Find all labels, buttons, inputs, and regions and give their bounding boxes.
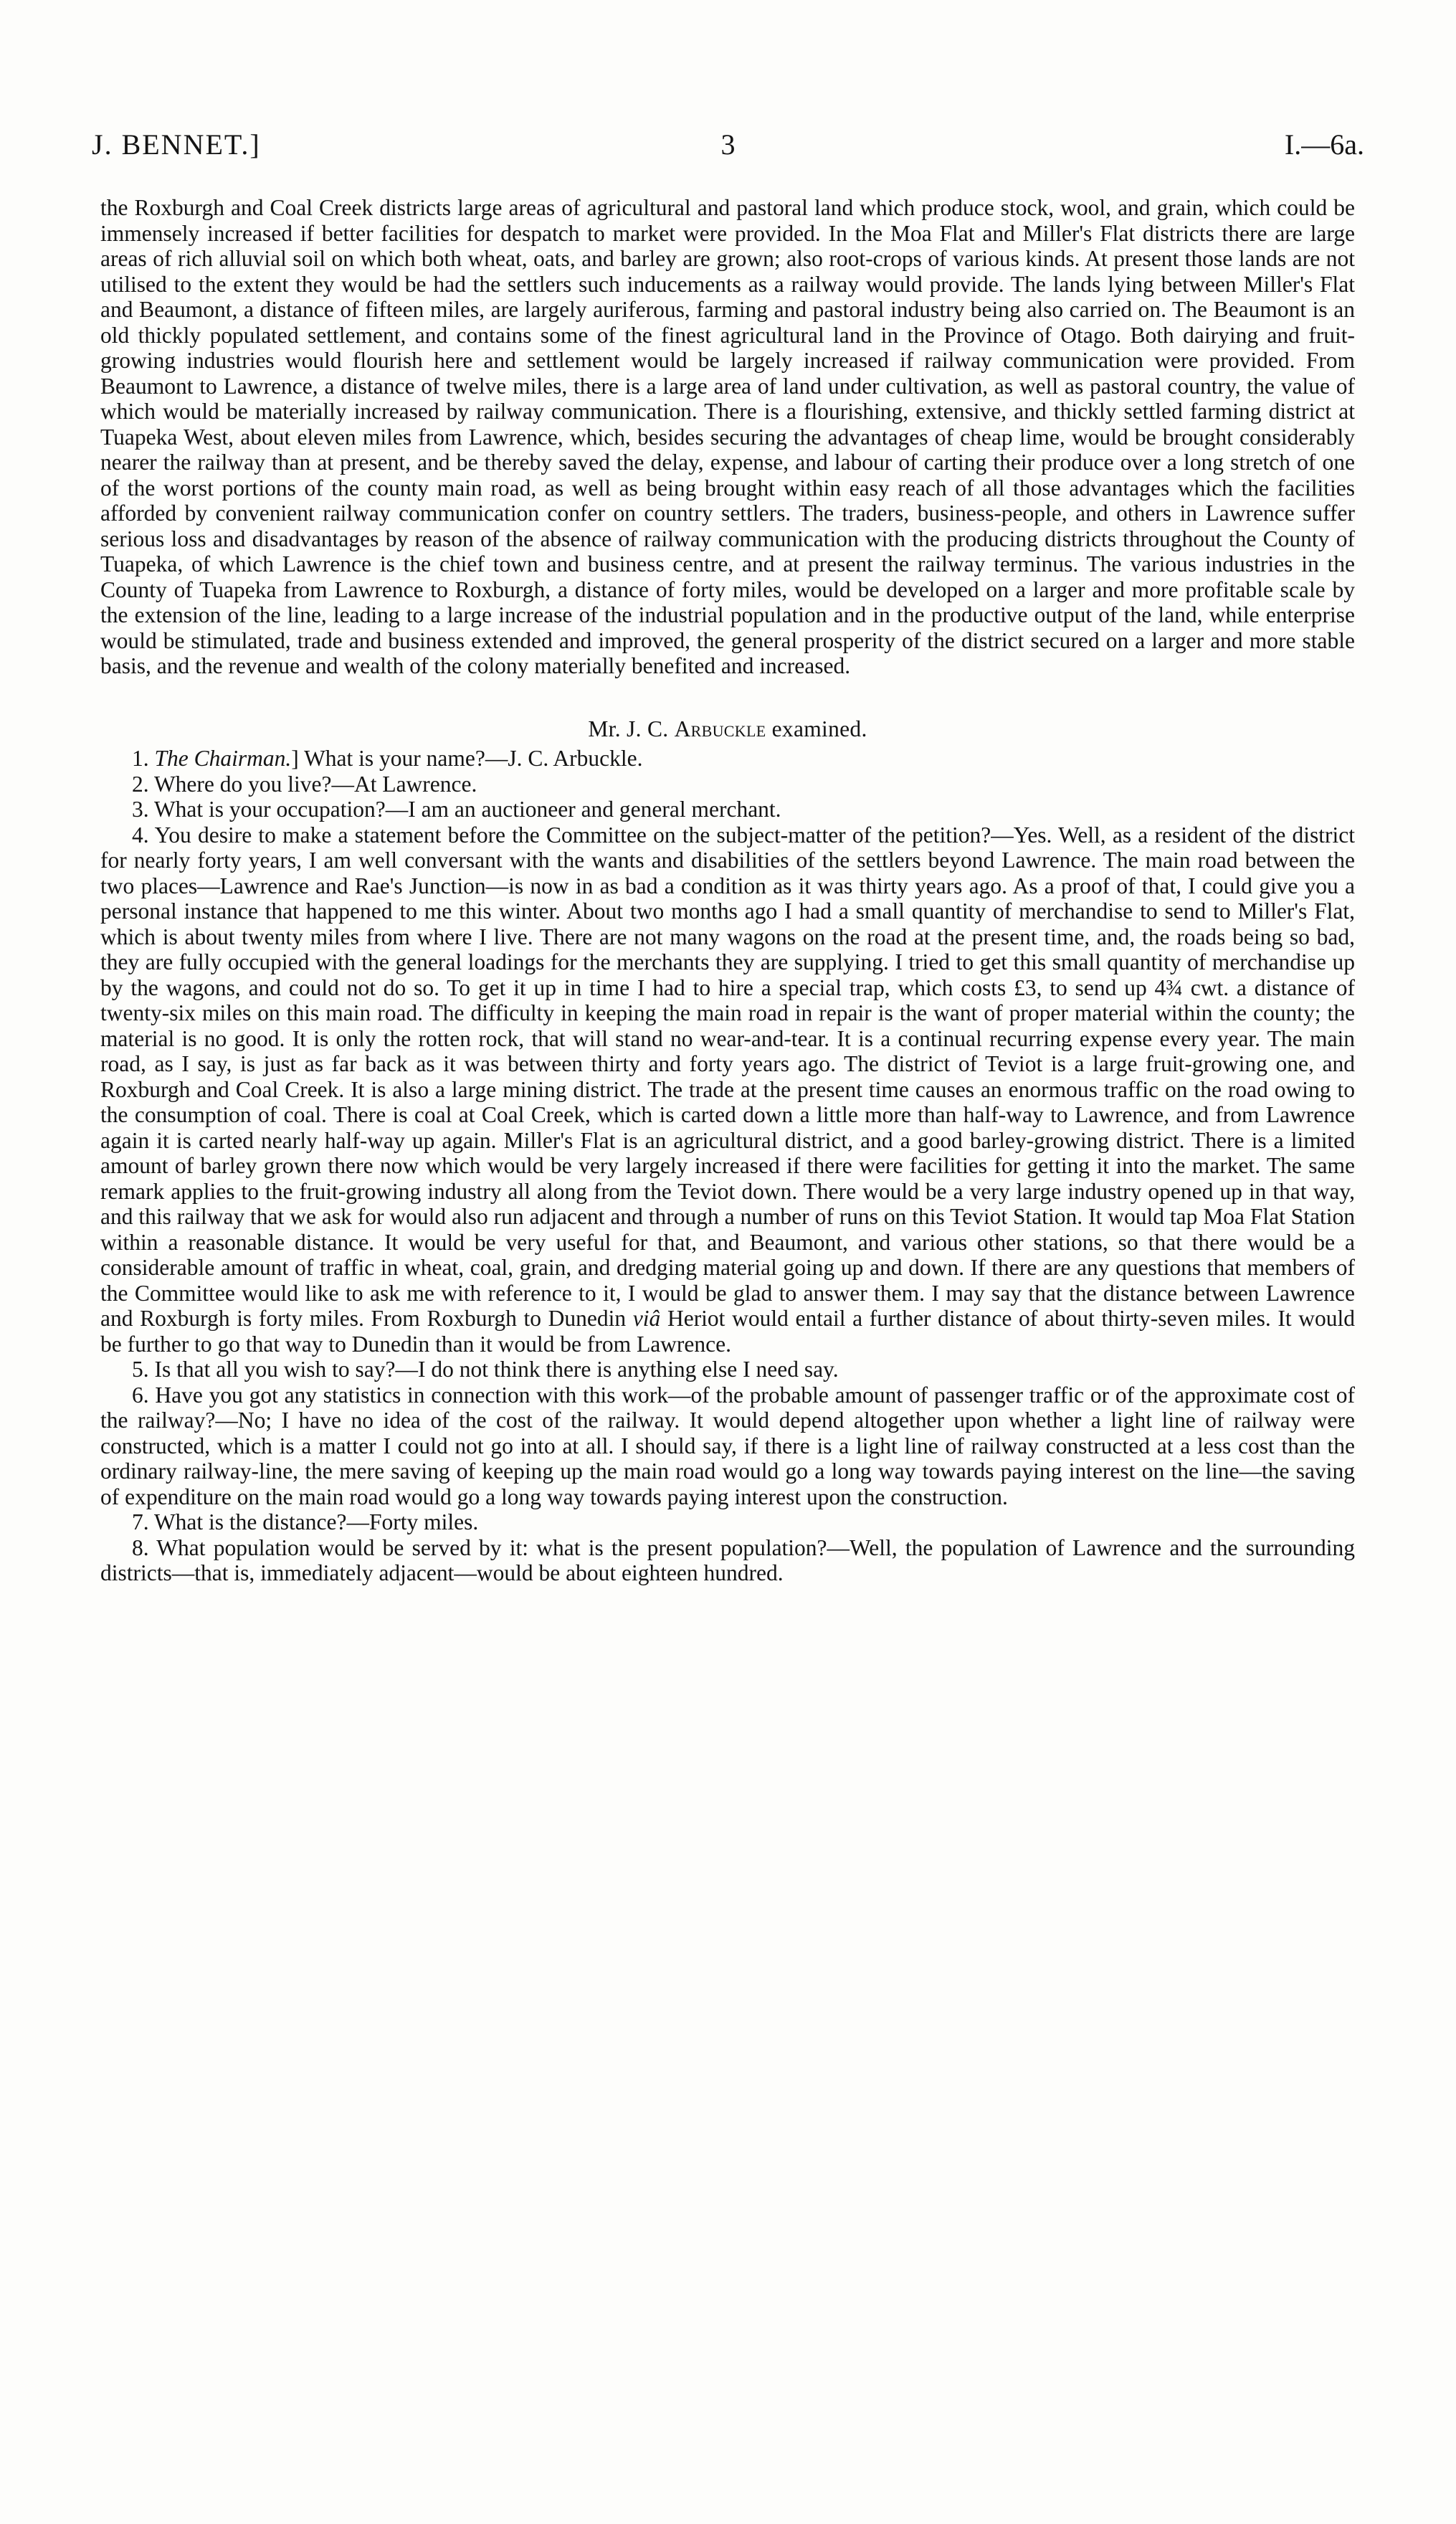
qa-item-5 (100, 1357, 1355, 1382)
qa-item-3 (100, 797, 1355, 822)
qa-item-4 (100, 822, 1355, 1357)
qa-italic-term: viâ (632, 1306, 661, 1331)
page-number: 3 (720, 128, 736, 161)
heading-witness-name: Arbuckle (674, 716, 766, 741)
qa-item-7 (100, 1509, 1355, 1535)
qa-text: ] What is your name?—J. C. Arbuckle. (291, 746, 643, 771)
qa-text: Is that all you wish to say?—I do not think there is anything else I need say. (154, 1357, 839, 1382)
section-heading (100, 716, 1355, 742)
intro-paragraph: the Roxburgh and Coal Creek districts large areas of agricultural and pastoral land which produce stock, wool, and grain, which could be immensely increased if better facilities for despatch to market were provided. In the Moa Flat and Miller's Flat districts there are large areas of rich alluvial soil on which both wheat, oats, and barley are grown; also root-crops of various kinds. At present those lands are not utilised to the extent they would be had the settlers such inducements as a railway would provide. The lands lying between Miller's Flat and Beaumont, a distance of fifteen miles, are largely auriferous, farming and pastoral industry being also carried on. The Beaumont is an old thickly populated settlement, and contains some of the finest agricultural land in the Province of Otago. Both dairying and fruit-growing industries would flourish here and settlement would be largely increased if railway communication were provided. From Beaumont to Lawrence, a distance of twelve miles, there is a large area of land under cultivation, as well as pastoral country, the value of which would be materially increased by railway communication. There is a flourishing, extensive, and thickly settled farming district at Tuapeka West, about eleven miles from Lawrence, which, besides securing the advantages of cheap lime, would be brought considerably nearer the railway than at present, and be thereby saved the delay, expense, and labour of carting their produce over a long stretch of one of the worst portions of the county main road, as well as being brought within easy reach of all those advantages which the facilities afforded by convenient railway communication confer on country settlers. The traders, business-people, and others in Lawrence suffer serious loss and disadvantages by reason of the absence of railway communication with the producing districts throughout the County of Tuapeka, of which Lawrence is the chief town and business centre, and at present the railway terminus. The various industries in the County of Tuapeka from Lawrence to Roxburgh, a distance of forty miles, would be developed on a larger and more profitable scale by the extension of the line, leading to a large increase of the industrial population and in the productive output of the land, while enterprise would be stimulated, trade and business extended and improved, the general prosperity of the district secured on a larger and more stable basis, and the revenue and wealth of the colony materially benefited and increased. (100, 195, 1355, 678)
qa-text: Where do you live?—At Lawrence. (153, 771, 477, 797)
qa-text: What is the distance?—Forty miles. (153, 1509, 479, 1534)
qa-text: What is your occupation?—I am an auctioneer and general merchant. (153, 797, 781, 822)
heading-suffix: examined. (766, 716, 867, 741)
header-witness-name: J. BENNET.] (92, 128, 261, 161)
qa-speaker: The Chairman. (154, 746, 292, 771)
page-header (92, 128, 1364, 171)
qa-text: What population would be served by it: what is the present population?—Well, the population of Lawrence and the surrounding districts—that is, immediately adjacent—would be about eighteen hundred. (100, 1534, 1355, 1585)
heading-prefix: Mr. J. C. (588, 716, 675, 741)
qa-number: 3. (132, 797, 154, 822)
qa-number: 1. (132, 746, 155, 771)
qa-number: 5. (132, 1357, 155, 1382)
qa-item-2 (100, 772, 1355, 797)
qa-number: 6. (132, 1382, 156, 1408)
qa-number: 2. (132, 771, 154, 797)
qa-text: Have you got any statistics in connection with this work—of the probable amount of passenger traffic or of the approximate cost of the railway?—No; I have no idea of the cost of the railway. It would depend altogether upon whether a light line of railway were constructed, which is a matter I could not go into at all. I should say, if there is a light line of railway constructed at a less cost than the ordinary railway-line, the mere saving of keeping up the main road would go a long way towards paying interest on the line—the saving of expenditure on the main road would go a long way towards paying interest upon the construction. (100, 1382, 1355, 1509)
qa-text-continued: Heriot would entail a further distance of about thirty-seven miles. It would be further to go that way to Dunedin than it would be from Lawrence. (100, 1306, 1356, 1357)
qa-text: You desire to make a statement before the Committee on the subject-matter of the petition?—Yes. Well, as a resident of the district for nearly forty years, I am well conversant with the wants and disabilities of the settlers beyond Lawrence. The main road between the two places—Lawrence and Rae's Junction—is now in as bad a condition as it was thirty years ago. As a proof of that, I could give you a personal instance that happened to me this winter. About two months ago I had a small quantity of merchandise to send to Miller's Flat, which is about twenty miles from where I live. There are not many wagons on the road at the present time, and, the roads being so bad, they are fully occupied with the general loadings for the merchants they are supplying. I tried to get this small quantity of merchandise up by the wagons, and could not do so. To get it up in time I had to hire a special trap, which costs £3, to send up 4¾ cwt. a distance of twenty-six miles on this main road. The difficulty in keeping the main road in repair is the want of proper material within the county; the material is no good. It is only the rotten rock, that will stand no wear-and-tear. It is a continual recurring expense every year. The main road, as I say, is just as far back as it was between thirty and forty years ago. The district of Teviot is a large fruit-growing one, and Roxburgh and Coal Creek. It is also a large mining district. The trade at the present time causes an enormous traffic on the road owing to the consumption of coal. There is coal at Coal Creek, which is carted down a little more than half-way to Lawrence, and from Lawrence again it is carted nearly half-way up again. Miller's Flat is an agricultural district, and a good barley-growing district. There is a limited amount of barley grown there now which would be very largely increased if there were facilities for getting it into the market. The same remark applies to the fruit-growing industry all along from the Teviot down. There would be a very large industry opened up in that way, and this railway that we ask for would also run adjacent and through a number of runs on this Teviot Station. It would tap Moa Flat Station within a reasonable distance. It would be very useful for that, and Beaumont, and various other stations, so that there would be a considerable amount of traffic in wheat, coal, grain, and dredging material going up and down. If there are any questions that members of the Committee would like to ask me with reference to it, I would be glad to answer them. I may say that the distance between Lawrence and Roxburgh is forty miles. From Roxburgh to Dunedin (100, 822, 1355, 1331)
qa-number: 7. (132, 1509, 154, 1534)
qa-item-6 (100, 1382, 1355, 1510)
qa-number: 4. (132, 822, 155, 848)
qa-item-8 (100, 1535, 1355, 1586)
qa-item-1 (100, 746, 1355, 772)
qa-number: 8. (132, 1534, 157, 1560)
header-paper-reference: I.—6a. (1284, 128, 1364, 161)
page-body (100, 195, 1355, 1586)
